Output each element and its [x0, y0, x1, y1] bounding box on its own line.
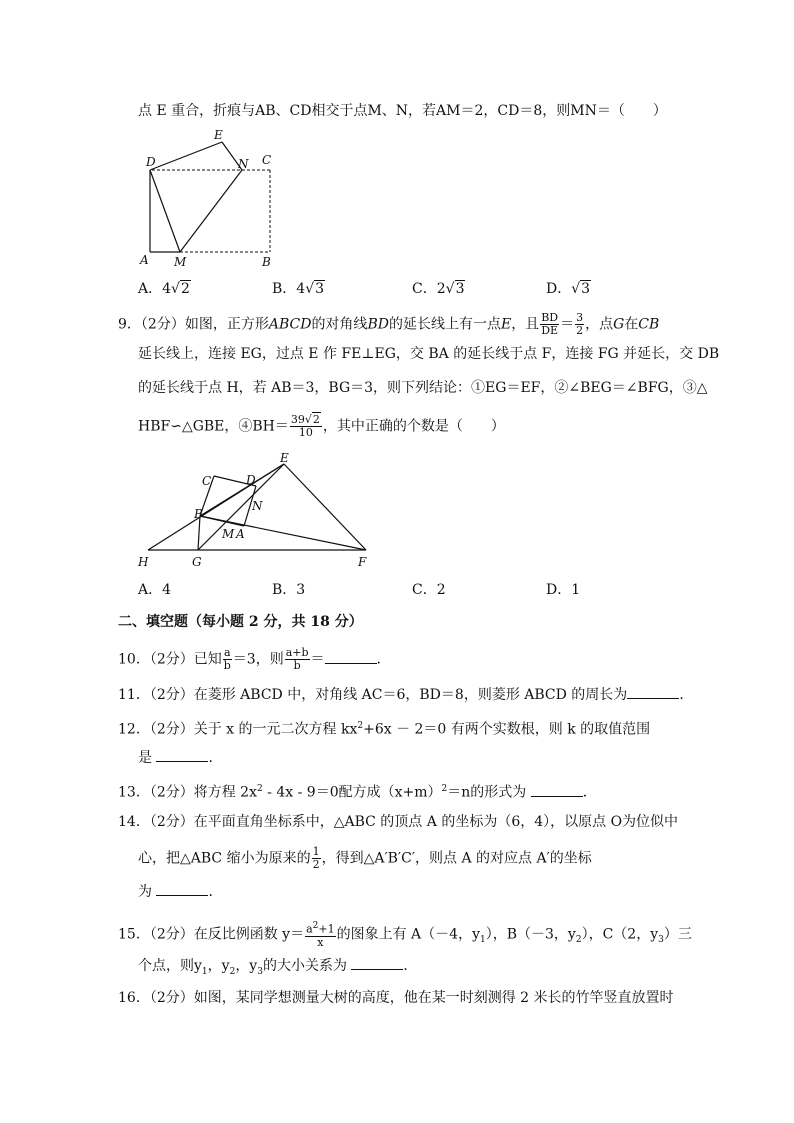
q14-line3: 为 ． — [138, 884, 223, 900]
q14-line2: 心，把△ABC 缩小为原来的 $\frac{1}{2}$ ，得到△A′B′C′，则点 A 的对应点 A′的坐标 — [138, 845, 592, 871]
q9-option-b: B．3 — [272, 582, 306, 598]
q10-blank[interactable] — [325, 663, 377, 664]
q9-label-F: F — [358, 555, 367, 569]
q9-label-M: M — [222, 527, 235, 541]
q9-option-a: A．4 — [138, 582, 172, 598]
q9-label-A: A — [236, 527, 245, 541]
q12-line2: 是 ． — [138, 750, 223, 766]
q9-line4: HBF∽△GBE，④BH＝ $\frac{39√2}{10}$ ，其中正确的个数是（ ） — [138, 413, 505, 439]
q8-label-B: B — [262, 255, 271, 268]
q14-line1: 14．（2分）在平面直角坐标系中，△ABC 的顶点 A 的坐标为（6，4），以原点 O为位似中 — [118, 814, 679, 830]
q9-label-C: C — [202, 474, 212, 488]
q8-option-d: D．√3 — [546, 281, 591, 297]
q8-label-D: D — [146, 155, 156, 169]
q9-option-c: C．2 — [412, 582, 446, 598]
q12-line1: 12．（2分）关于 x 的一元二次方程 $kx^2+6x - 2=0$ 有两个实数根，则 k 的取值范围 — [118, 721, 651, 738]
q11-blank[interactable] — [627, 698, 679, 699]
q9-line3: 的延长线于点 H，若 AB＝3，BG＝3，则下列结论：①EG＝EF，②∠BEG＝∠BFG，③△ — [138, 380, 708, 396]
q8-label-M: M — [174, 255, 187, 268]
q9-figure — [136, 452, 376, 572]
q9-line2: 延长线上，连接 EG，过点 E 作 FE⊥EG，交 BA 的延长线于点 F，连接 FG 并延长，交 DB — [138, 346, 720, 362]
q9-option-d: D．1 — [546, 582, 581, 598]
q15-line2: 个点，则$y_1$，$y_2$，$y_3$的大小关系为 ． — [138, 958, 418, 977]
q9-label-D: D — [246, 473, 256, 487]
q15-blank[interactable] — [351, 969, 403, 970]
q13: 13．（2分）将方程 $2x^2 - 4x - 9=0$配方成$(x+m)^2=n$的形式为 ． — [118, 784, 597, 801]
q8-label-E: E — [214, 128, 223, 142]
q14-blank[interactable] — [156, 895, 208, 896]
q16-line1: 16．（2分）如图，某同学想测量大树的高度，他在某一时刻测得 2 米长的竹竿竖直放置时 — [118, 990, 674, 1006]
q15-line1: 15．（2分）在反比例函数 y＝ $\frac{a^2+1}{x}$ 的图象上有 A（－4，$y_1$），B（－3，$y_2$），C（2，$y_3$）三 — [118, 921, 692, 949]
q8-label-N: N — [238, 157, 249, 171]
q8-option-a: A．4√2 — [138, 281, 190, 297]
q8-label-C: C — [262, 153, 272, 167]
q8-option-b: B．4√3 — [272, 281, 325, 297]
q11: 11．（2分）在菱形 ABCD 中，对角线 AC＝6，BD＝8，则菱形 ABCD 的周长为 ． — [118, 687, 694, 703]
q9-label-N: N — [252, 499, 263, 513]
q12-blank[interactable] — [156, 761, 208, 762]
q8-option-c: C．2√3 — [412, 281, 465, 297]
q9-label-H: H — [138, 555, 149, 569]
q10: 10．（2分）已知 $\frac{a}{b}$ ＝3，则 $\frac{a+b}{b}$ ＝ ． — [118, 646, 391, 672]
q8-figure — [134, 128, 294, 268]
q9-label-B: B — [194, 507, 203, 521]
q9-label-G: G — [192, 555, 202, 569]
q9-label-E: E — [280, 452, 289, 465]
section-title: 二、填空题（每小题 2 分，共 18 分） — [118, 614, 363, 630]
q13-blank[interactable] — [531, 796, 583, 797]
q9-line1: 9．（2分）如图，正方形ABCD的对角线BD的延长线上有一点E，且 $\frac{BD}{DE}$ ＝ $\frac{3}{2}$ ，点G在CB — [118, 311, 660, 337]
q8-label-A: A — [140, 253, 149, 267]
q8-line1: 点 E 重合，折痕与AB、CD相交于点M、N，若AM＝2，CD＝8，则MN＝（ ） — [138, 103, 667, 119]
